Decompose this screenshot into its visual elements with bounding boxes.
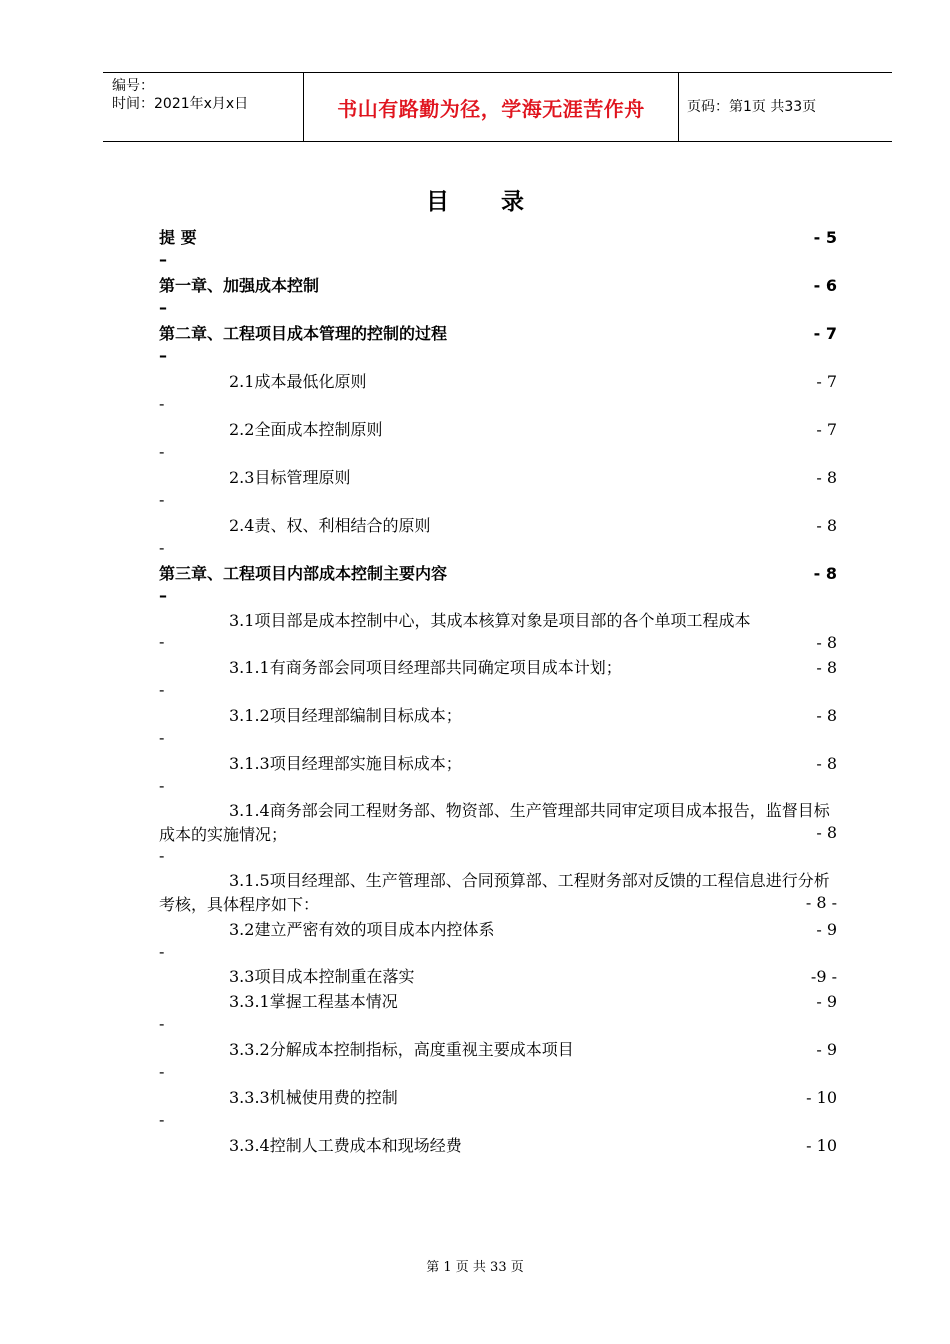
- toc-entry-page: - 8: [816, 516, 837, 535]
- toc-entry[interactable]: [159, 989, 839, 1037]
- toc-entry-page: - 8: [813, 564, 837, 583]
- toc-entry-page: -9 -: [810, 967, 837, 986]
- toc-entry-dash: –: [159, 250, 167, 269]
- table-of-contents: [159, 225, 839, 1159]
- toc-entry-page: - 8: [816, 754, 837, 773]
- header-left-cell: [103, 73, 304, 141]
- motto-text: 书山有路勤为径，学海无涯苦作舟: [337, 96, 645, 121]
- toc-entry-dash: -: [159, 680, 165, 699]
- toc-entry-page: - 10: [806, 1136, 837, 1155]
- toc-entry-text: 3.1项目部是成本控制中心，其成本核算对象是项目部的各个单项工程成本: [229, 611, 751, 630]
- toc-entry-text: 提 要: [159, 228, 197, 247]
- toc-entry-text: 3.1.2项目经理部编制目标成本；: [229, 706, 462, 725]
- toc-entry-text: 第三章、工程项目内部成本控制主要内容: [159, 564, 448, 583]
- toc-entry-page: - 10: [806, 1088, 837, 1107]
- toc-entry-text: 3.3.1掌握工程基本情况: [229, 992, 398, 1011]
- toc-entry-page: - 8: [816, 468, 837, 487]
- toc-title: 目 录: [425, 189, 546, 215]
- toc-entry-text: 2.1成本最低化原则: [229, 372, 367, 391]
- toc-entry-text: 3.3.3机械使用费的控制: [229, 1088, 398, 1107]
- toc-entry[interactable]: [159, 465, 839, 513]
- toc-entry-page: - 9: [816, 1040, 837, 1059]
- toc-entry-dash: -: [159, 538, 165, 557]
- toc-entry[interactable]: [159, 225, 839, 273]
- toc-entry-page: - 9: [816, 992, 837, 1011]
- toc-entry-page: - 8: [816, 706, 837, 725]
- toc-entry-dash: -: [159, 728, 165, 747]
- toc-entry-dash: –: [159, 346, 167, 365]
- toc-entry-dash: -: [159, 776, 165, 795]
- toc-entry-text: 3.3.4控制人工费成本和现场经费: [229, 1136, 462, 1155]
- toc-entry-page: - 7: [816, 420, 837, 439]
- document-number-label: 编号：: [112, 78, 154, 94]
- toc-entry-dash: -: [159, 1014, 165, 1033]
- toc-entry[interactable]: [159, 369, 839, 417]
- toc-entry-page: - 8: [816, 823, 837, 842]
- toc-entry[interactable]: [159, 1037, 839, 1085]
- toc-entry-dash: -: [159, 846, 165, 865]
- toc-entry-text: 2.3目标管理原则: [229, 468, 351, 487]
- toc-entry-text: 3.2建立严密有效的项目成本内控体系: [229, 920, 495, 939]
- page-footer: 第 1 页 共 33 页: [426, 1260, 524, 1275]
- toc-entry[interactable]: [159, 609, 839, 655]
- toc-entry-text: 第二章、工程项目成本管理的控制的过程: [159, 324, 448, 343]
- document-time-label: 时间：2021年x月x日: [112, 96, 249, 112]
- toc-entry[interactable]: [159, 417, 839, 465]
- toc-entry-page: - 7: [816, 372, 837, 391]
- toc-entry-dash: –: [159, 298, 167, 317]
- toc-entry-page: - 5: [813, 228, 837, 247]
- toc-entry[interactable]: [159, 799, 839, 869]
- header-page-info: 页码：第1页 共33页: [687, 99, 817, 115]
- toc-entry[interactable]: [159, 703, 839, 751]
- toc-entry-dash: -: [159, 942, 165, 961]
- toc-entry-dash: -: [159, 394, 165, 413]
- toc-entry-page: - 8: [816, 633, 837, 652]
- toc-entry-dash: -: [159, 632, 165, 651]
- toc-entry[interactable]: [159, 917, 839, 965]
- toc-entry-text: 2.2全面成本控制原则: [229, 420, 383, 439]
- toc-entry-text: 第一章、加强成本控制: [159, 276, 320, 295]
- toc-entry[interactable]: [159, 1133, 839, 1159]
- toc-entry[interactable]: [159, 655, 839, 703]
- toc-entry[interactable]: [159, 273, 839, 321]
- toc-entry-page: - 8: [816, 658, 837, 677]
- header-page-cell: [679, 73, 892, 141]
- toc-entry-text: 3.1.4商务部会同工程财务部、物资部、生产管理部共同审定项目成本报告，监督目标成本的实施情况；: [159, 801, 830, 844]
- toc-entry-text: 3.1.5项目经理部、生产管理部、合同预算部、工程财务部对反馈的工程信息进行分析考核，具体程序如下：: [159, 871, 830, 914]
- toc-entry[interactable]: [159, 561, 839, 609]
- toc-entry[interactable]: [159, 321, 839, 369]
- toc-entry-text: 2.4责、权、利相结合的原则: [229, 516, 431, 535]
- toc-entry[interactable]: [159, 869, 839, 917]
- toc-entry[interactable]: [159, 1085, 839, 1133]
- toc-entry-text: 3.3项目成本控制重在落实: [229, 967, 415, 986]
- toc-entry-dash: -: [159, 1062, 165, 1081]
- toc-entry[interactable]: [159, 751, 839, 799]
- toc-entry-text: 3.1.3项目经理部实施目标成本；: [229, 754, 462, 773]
- toc-entry[interactable]: [159, 965, 839, 989]
- toc-entry-text: 3.1.1有商务部会同项目经理部共同确定项目成本计划；: [229, 658, 622, 677]
- toc-entry-dash: –: [159, 586, 167, 605]
- toc-entry-page: - 9: [816, 920, 837, 939]
- toc-entry-page: - 6: [813, 276, 837, 295]
- header-table: [103, 72, 892, 142]
- toc-entry-page: - 8 -: [805, 893, 837, 912]
- toc-entry-text: 3.3.2分解成本控制指标，高度重视主要成本项目: [229, 1040, 574, 1059]
- header-motto-cell: [304, 73, 679, 141]
- toc-entry-dash: -: [159, 490, 165, 509]
- toc-entry-dash: -: [159, 442, 165, 461]
- toc-entry-dash: -: [159, 1110, 165, 1129]
- toc-entry[interactable]: [159, 513, 839, 561]
- toc-entry-page: - 7: [813, 324, 837, 343]
